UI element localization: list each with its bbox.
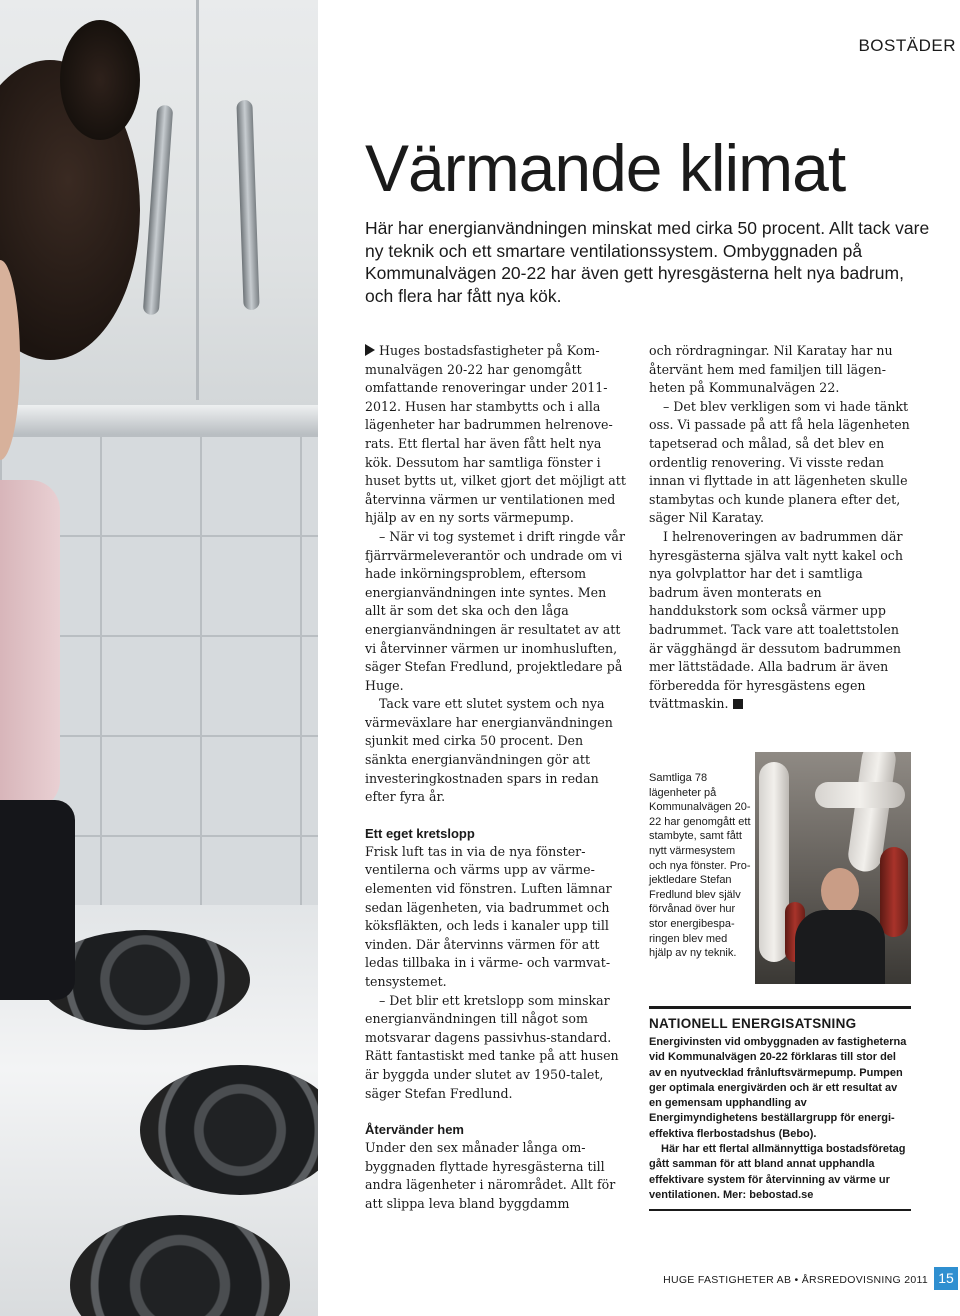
body-paragraph: Tack vare ett slutet system och nya värmeväxlare har energianvändningen sjunkit med cirka 50 procent. Den sänkta energianvändningen gör att investeringkostnaden spars in redan efter fyra år. xyxy=(365,696,613,805)
section-label: BOSTÄDER xyxy=(858,36,956,55)
body-paragraph: Frisk luft tas in via de nya fönsterventilerna och värms upp av värmeelementen vid fönstren. Luften lämnar sedan lägenheten, via badrummet och köksfläkten, och leds i kanaler upp till vinden. Där återvinns värmen för att ledas tillbaka in i värme- och varmvattensystemet. xyxy=(365,843,612,989)
counter-edge xyxy=(0,405,318,435)
child-hair xyxy=(60,20,140,140)
red-pipe xyxy=(880,847,908,937)
pipe xyxy=(815,782,905,808)
headline: Värmande klimat xyxy=(365,131,846,205)
body-paragraph: – När vi tog systemet i drift ringde vår fjärrvärmeleverantör och undrade om vi hade inkörningsproblem, eftersom energianvändningen inte syntes. Men allt är som det ska och den låga energianvändningen är resultatet av att vi återvinner värmen ur inomhusluften, säger Stefan Fredlund, projektledare på Huge. xyxy=(365,528,625,693)
child-shirt xyxy=(0,480,60,810)
subheading: Ett eget kretslopp xyxy=(365,825,475,841)
child-pants xyxy=(0,800,75,1000)
end-mark-icon xyxy=(733,699,743,709)
body-paragraph: och rördragningar. Nil Karatay har nu återvänt hem med familjen till lägenheten på Kommunalvägen 22. xyxy=(649,343,893,396)
body-paragraph: I helrenoveringen av badrummen där hyresgästerna själva valt nytt kakel och nya golvplattor har det i samtliga badrum även monterats en handdukstork som också värmer upp badrummet. Tack vare att toalettstolen är vägghängd är dessutom badrummen mer lättstädade. Alla badrum är även förberedda för hyresgästens egen tvättmaskin. xyxy=(649,528,903,712)
project-manager-face xyxy=(821,868,859,914)
cabinet-seam xyxy=(196,0,199,400)
page-number: 15 xyxy=(934,1267,958,1290)
kitchen-photo xyxy=(0,0,318,1316)
project-manager-jacket xyxy=(795,910,885,984)
factbox-paragraph: Energivinsten vid ombyggnaden av fastigheterna vid Kommunalvägen 20-22 förklaras till stor del av en nyutvecklad frånluftsvärmepump. Pumpen ger optimala energivärden och är ett resultat av en gemensam upphandling av Energimyndighetens beställargrupp för energieffektiva flerbostadshus (Bebo). xyxy=(649,1036,907,1140)
lead-paragraph: Här har energianvändningen minskat med cirka 50 procent. Allt tack vare ny teknik och ett smartare ventilationssystem. Ombyggnaden på Kommunalvägen 20-22 har även gett hyresgästerna helt nya badrum, och flera har fått nya kök. xyxy=(365,218,930,306)
footer-publication: HUGE FASTIGHETER AB • ÅRSREDOVISNING 2011 xyxy=(663,1274,928,1286)
body-paragraph: Huges bostadsfastigheter på Kommunalvägen 20-22 har genomgått omfattande renoveringar under 2011-2012. Husen har stambytts och i alla lägenheter har badrummen helrenoverats. Ett flertal har även fått helt nya kök. Dessutom har samtliga fönster i huset bytts ut, vilket gjort det möjligt att återvinna värmen ur ventilationen med hjälp av en ny sorts värmepump. xyxy=(365,343,626,526)
factbox-bottom-rule xyxy=(649,1209,911,1211)
start-arrow-icon xyxy=(365,344,375,356)
factbox-body xyxy=(649,1035,911,1203)
boiler-room-photo xyxy=(755,752,911,984)
factbox-paragraph: Här har ett flertal allmännyttiga bostadsföretag gått samman för att bland annat upphandla effektivare system för återvinning av värme ur ventilationen. Mer: bebostad.se xyxy=(649,1143,906,1201)
body-column-2 xyxy=(649,342,911,714)
body-paragraph: – Det blev verkligen som vi hade tänkt oss. Vi passade på att få hela lägenheten tapetserad och målad, så det blev en ordentlig renovering. Vi visste redan innan vi flyttade in att lägenheten skulle stambytas och kunde planera efter det, säger Nil Karatay. xyxy=(649,398,910,526)
factbox-rule xyxy=(649,1006,911,1009)
body-paragraph: Under den sex månader långa ombyggnaden flyttade hyresgästerna till andra lägenheter i närområdet. Allt för att slippa leva bland byggdamm xyxy=(365,1140,616,1211)
subheading: Återvänder hem xyxy=(365,1122,464,1138)
photo-caption: Samtliga 78 lägenheter på Kommunalvägen 20-22 har genomgått ett stambyte, samt fått nytt värmesystem och nya fönster. Projektledare Stefan Fredlund blev själv förvånad över hur stor energibesparingen blev med hjälp av ny teknik. xyxy=(649,772,751,960)
body-column-1 xyxy=(365,342,627,1214)
body-paragraph: – Det blir ett kretslopp som minskar energianvändningen till något som motsvarar dagens passivhus-standard. Rätt fantastiskt med tanke på att husen är byggda under slutet av 1950-talet, säger Stefan Fredlund. xyxy=(365,992,619,1101)
factbox-title: NATIONELL ENERGISATSNING xyxy=(649,1016,857,1031)
